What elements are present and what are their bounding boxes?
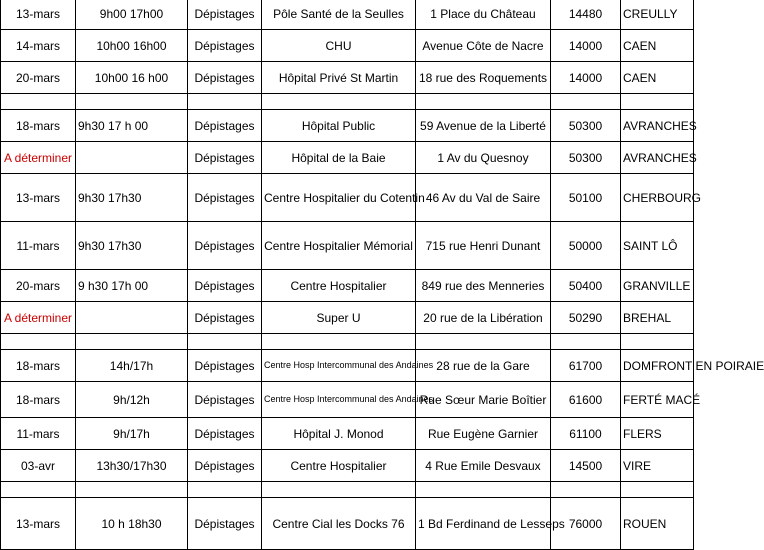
hours-cell[interactable]: 9h00 17h00	[76, 0, 188, 30]
hours-cell[interactable]: 9h/17h	[76, 418, 188, 450]
type-cell[interactable]: Dépistages	[188, 382, 262, 418]
place-cell[interactable]: Centre Hospitalier Mémorial	[262, 222, 416, 270]
address-cell[interactable]: 28 rue de la Gare	[416, 350, 551, 382]
address-cell[interactable]	[416, 482, 551, 498]
date-cell[interactable]: 03-avr	[1, 450, 76, 482]
address-cell[interactable]	[416, 94, 551, 110]
postal-code-cell[interactable]: 50290	[551, 302, 621, 334]
postal-code-cell[interactable]: 61100	[551, 418, 621, 450]
type-cell[interactable]: Dépistages	[188, 350, 262, 382]
table-row	[1, 270, 694, 302]
hours-cell[interactable]	[76, 142, 188, 174]
city-cell[interactable]	[621, 94, 694, 110]
place-cell[interactable]: Centre Cial les Docks 76	[262, 498, 416, 550]
address-cell[interactable]: 59 Avenue de la Liberté	[416, 110, 551, 142]
type-cell[interactable]: Dépistages	[188, 142, 262, 174]
place-cell[interactable]: Centre Hospitalier	[262, 450, 416, 482]
hours-cell[interactable]	[76, 482, 188, 498]
date-cell[interactable]	[1, 482, 76, 498]
type-cell[interactable]: Dépistages	[188, 302, 262, 334]
city-cell[interactable]: CREULLY	[621, 0, 694, 30]
address-cell[interactable]: Rue Eugène Garnier	[416, 418, 551, 450]
place-cell[interactable]: Hôpital Public	[262, 110, 416, 142]
date-cell[interactable]: 20-mars	[1, 62, 76, 94]
table-row	[1, 350, 694, 382]
hours-cell[interactable]: 9 h30 17h 00	[76, 270, 188, 302]
table-row	[1, 418, 694, 450]
city-cell[interactable]: FLERS	[621, 418, 694, 450]
place-cell[interactable]: Centre Hosp Intercommunal des Andaines	[262, 382, 416, 418]
type-cell[interactable]: Dépistages	[188, 110, 262, 142]
address-cell[interactable]: 1 Av du Quesnoy	[416, 142, 551, 174]
type-cell[interactable]	[188, 334, 262, 350]
hours-cell[interactable]: 9h30 17h30	[76, 174, 188, 222]
address-cell[interactable]: 1 Place du Château	[416, 0, 551, 30]
table-row	[1, 302, 694, 334]
table-row	[1, 142, 694, 174]
date-cell[interactable]: A déterminer	[1, 142, 76, 174]
city-cell[interactable]: BREHAL	[621, 302, 694, 334]
postal-code-cell[interactable]: 14000	[551, 30, 621, 62]
city-cell[interactable]	[621, 482, 694, 498]
hours-cell[interactable]: 9h30 17h30	[76, 222, 188, 270]
place-cell[interactable]: Hôpital de la Baie	[262, 142, 416, 174]
city-cell[interactable]: CAEN	[621, 30, 694, 62]
date-cell[interactable]: 20-mars	[1, 270, 76, 302]
hours-cell[interactable]	[76, 334, 188, 350]
city-cell[interactable]: CHERBOURG	[621, 174, 694, 222]
date-cell[interactable]: 13-mars	[1, 174, 76, 222]
city-cell[interactable]: ROUEN	[621, 498, 694, 550]
place-cell[interactable]: CHU	[262, 30, 416, 62]
city-cell[interactable]: AVRANCHES	[621, 110, 694, 142]
date-cell[interactable]: 18-mars	[1, 110, 76, 142]
type-cell[interactable]: Dépistages	[188, 418, 262, 450]
date-cell[interactable]: 18-mars	[1, 382, 76, 418]
place-cell[interactable]: Super U	[262, 302, 416, 334]
date-cell[interactable]: 11-mars	[1, 418, 76, 450]
postal-code-cell[interactable]: 50300	[551, 142, 621, 174]
hours-cell[interactable]: 9h30 17 h 00	[76, 110, 188, 142]
table-row	[1, 174, 694, 222]
type-cell[interactable]	[188, 482, 262, 498]
type-cell[interactable]: Dépistages	[188, 450, 262, 482]
table-row	[1, 0, 694, 30]
postal-code-cell[interactable]: 50000	[551, 222, 621, 270]
type-cell[interactable]: Dépistages	[188, 62, 262, 94]
city-cell[interactable]: FERTÉ MACÉ	[621, 382, 694, 418]
place-cell[interactable]: Hôpital J. Monod	[262, 418, 416, 450]
address-cell[interactable]: 4 Rue Emile Desvaux	[416, 450, 551, 482]
address-cell[interactable]	[416, 334, 551, 350]
address-cell[interactable]: 18 rue des Roquements	[416, 62, 551, 94]
city-cell[interactable]: AVRANCHES	[621, 142, 694, 174]
date-cell[interactable]	[1, 334, 76, 350]
blank-row	[1, 94, 694, 110]
address-cell[interactable]: 849 rue des Menneries	[416, 270, 551, 302]
table-row	[1, 62, 694, 94]
table-row	[1, 110, 694, 142]
date-cell[interactable]: 11-mars	[1, 222, 76, 270]
date-cell[interactable]: 13-mars	[1, 498, 76, 550]
hours-cell[interactable]: 9h/12h	[76, 382, 188, 418]
table-row	[1, 222, 694, 270]
hours-cell[interactable]: 14h/17h	[76, 350, 188, 382]
city-cell[interactable]: SAINT LÔ	[621, 222, 694, 270]
place-cell[interactable]	[262, 334, 416, 350]
place-cell[interactable]: Centre Hospitalier	[262, 270, 416, 302]
place-cell[interactable]	[262, 94, 416, 110]
table-row	[1, 450, 694, 482]
blank-row	[1, 482, 694, 498]
type-cell[interactable]: Dépistages	[188, 222, 262, 270]
date-cell[interactable]: A déterminer	[1, 302, 76, 334]
postal-code-cell[interactable]	[551, 94, 621, 110]
hours-cell[interactable]	[76, 94, 188, 110]
table-row	[1, 30, 694, 62]
postal-code-cell[interactable]	[551, 482, 621, 498]
postal-code-cell[interactable]: 61700	[551, 350, 621, 382]
hours-cell[interactable]: 13h30/17h30	[76, 450, 188, 482]
place-cell[interactable]: Centre Hospitalier du Cotentin	[262, 174, 416, 222]
type-cell[interactable]: Dépistages	[188, 498, 262, 550]
type-cell[interactable]: Dépistages	[188, 30, 262, 62]
city-cell[interactable]: DOMFRONT EN POIRAIE	[621, 350, 694, 382]
place-cell[interactable]: Hôpital Privé St Martin	[262, 62, 416, 94]
place-cell[interactable]	[262, 482, 416, 498]
address-cell[interactable]: 1 Bd Ferdinand de Lesseps	[416, 498, 551, 550]
place-cell[interactable]: Centre Hosp Intercommunal des Andaines	[262, 350, 416, 382]
postal-code-cell[interactable]: 61600	[551, 382, 621, 418]
hours-cell[interactable]: 10h00 16h00	[76, 30, 188, 62]
table-row	[1, 498, 694, 550]
postal-code-cell[interactable]: 14500	[551, 450, 621, 482]
city-cell[interactable]: CAEN	[621, 62, 694, 94]
postal-code-cell[interactable]: 50100	[551, 174, 621, 222]
city-cell[interactable]: GRANVILLE	[621, 270, 694, 302]
date-cell[interactable]: 18-mars	[1, 350, 76, 382]
table-body	[1, 0, 764, 550]
address-cell[interactable]: 20 rue de la Libération	[416, 302, 551, 334]
city-cell[interactable]: VIRE	[621, 450, 694, 482]
postal-code-cell[interactable]: 14000	[551, 62, 621, 94]
postal-code-cell[interactable]: 76000	[551, 498, 621, 550]
address-cell[interactable]: Avenue Côte de Nacre	[416, 30, 551, 62]
type-cell[interactable]	[188, 94, 262, 110]
address-cell[interactable]: Rue Sœur Marie Boîtier	[416, 382, 551, 418]
date-cell[interactable]	[1, 94, 76, 110]
city-cell[interactable]	[621, 334, 694, 350]
date-cell[interactable]: 14-mars	[1, 30, 76, 62]
blank-row	[1, 334, 694, 350]
type-cell[interactable]: Dépistages	[188, 270, 262, 302]
hours-cell[interactable]	[76, 302, 188, 334]
hours-cell[interactable]: 10 h 18h30	[76, 498, 188, 550]
hours-cell[interactable]: 10h00 16 h00	[76, 62, 188, 94]
postal-code-cell[interactable]: 14480	[551, 0, 621, 30]
type-cell[interactable]: Dépistages	[188, 0, 262, 30]
type-cell[interactable]: Dépistages	[188, 174, 262, 222]
table-row	[1, 382, 694, 418]
address-cell[interactable]: 715 rue Henri Dunant	[416, 222, 551, 270]
date-cell[interactable]: 13-mars	[1, 0, 76, 30]
place-cell[interactable]: Pôle Santé de la Seulles	[262, 0, 416, 30]
postal-code-cell[interactable]: 50400	[551, 270, 621, 302]
postal-code-cell[interactable]: 50300	[551, 110, 621, 142]
postal-code-cell[interactable]	[551, 334, 621, 350]
address-cell[interactable]: 46 Av du Val de Saire	[416, 174, 551, 222]
